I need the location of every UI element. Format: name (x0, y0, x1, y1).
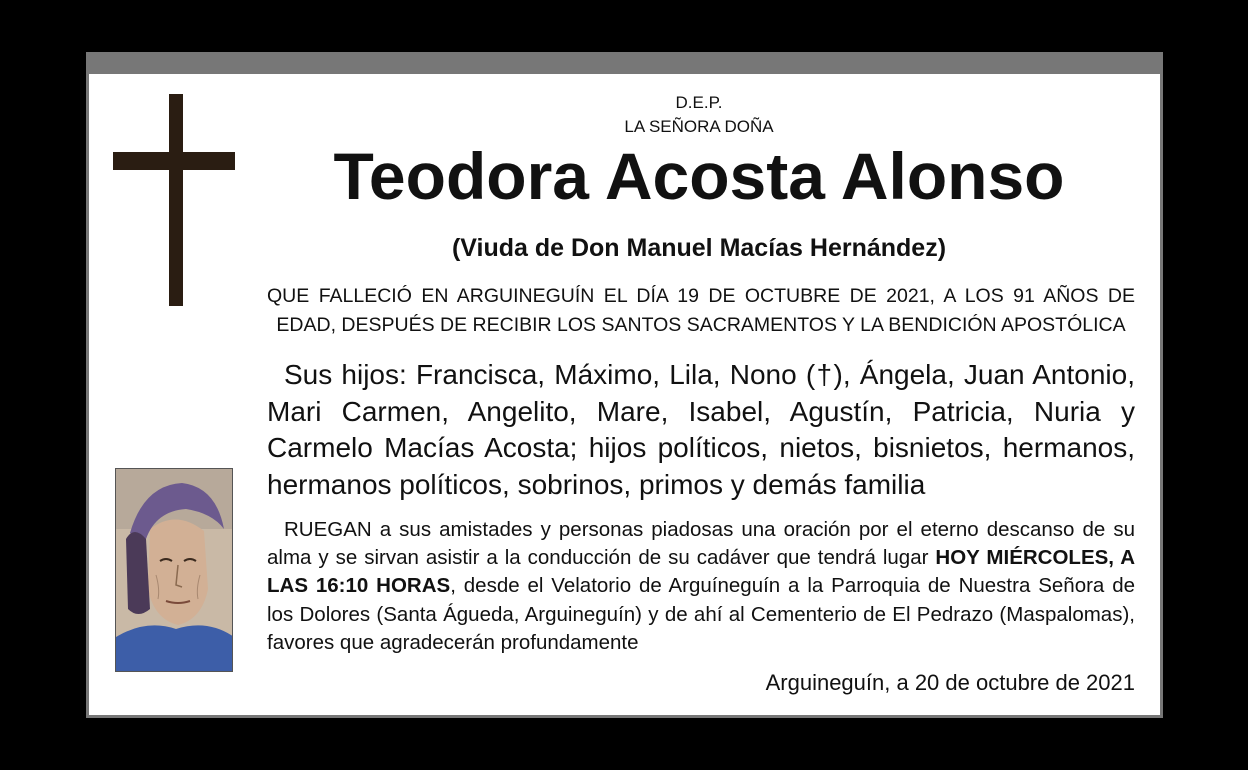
family-list: Sus hijos: Francisca, Máximo, Lila, Nono (†), Ángela, Juan Antonio, Mari Carmen, Angelito, Mare, Isabel, Agustín, Patricia, Nuria y Carmelo Macías Acosta; hijos políticos, nietos, bisnietos, hermanos, hermanos políticos, sobrinos, primos y demás familia (267, 359, 1135, 500)
obituary-card (86, 52, 1163, 718)
cross-horizontal-bar (113, 152, 235, 170)
widow-line: (Viuda de Don Manuel Macías Hernández) (451, 234, 947, 262)
deceased-name: Teodora Acosta Alonso (333, 139, 1065, 213)
cross-vertical-bar (169, 94, 183, 306)
title-line: LA SEÑORA DOÑA (624, 117, 774, 136)
place-date-signature: Arguineguín, a 20 de octubre de 2021 (765, 670, 1135, 695)
dep-label: D.E.P. (675, 93, 723, 112)
prayer-time: HOY MIÉRCOLES, A LAS 16:10 HORAS (267, 546, 1135, 598)
portrait-photo (115, 468, 233, 672)
prayer-text-start: RUEGAN a sus amistades y personas piadosas una oración por el eterno descanso de su alma y se sirvan asistir a la conducción de su cadáver que tendrá lugar (267, 518, 1135, 570)
prayer-text-end: , desde el Velatorio de Arguíneguín a la Parroquia de Nuestra Señora de los Dolores (Santa Águeda, Arguineguín) y de ahí al Cementerio de El Pedrazo (Maspalomas), favores que agradecerán profundamente (267, 574, 1135, 654)
death-details: QUE FALLECIÓ EN ARGUINEGUÍN EL DÍA 19 DE OCTUBRE DE 2021, A LOS 91 AÑOS DE EDAD, DESPUÉS DE RECIBIR LOS SANTOS SACRAMENTOS Y LA BENDICIÓN APOSTÓLICA (267, 285, 1135, 336)
prayer-request (267, 516, 1135, 657)
